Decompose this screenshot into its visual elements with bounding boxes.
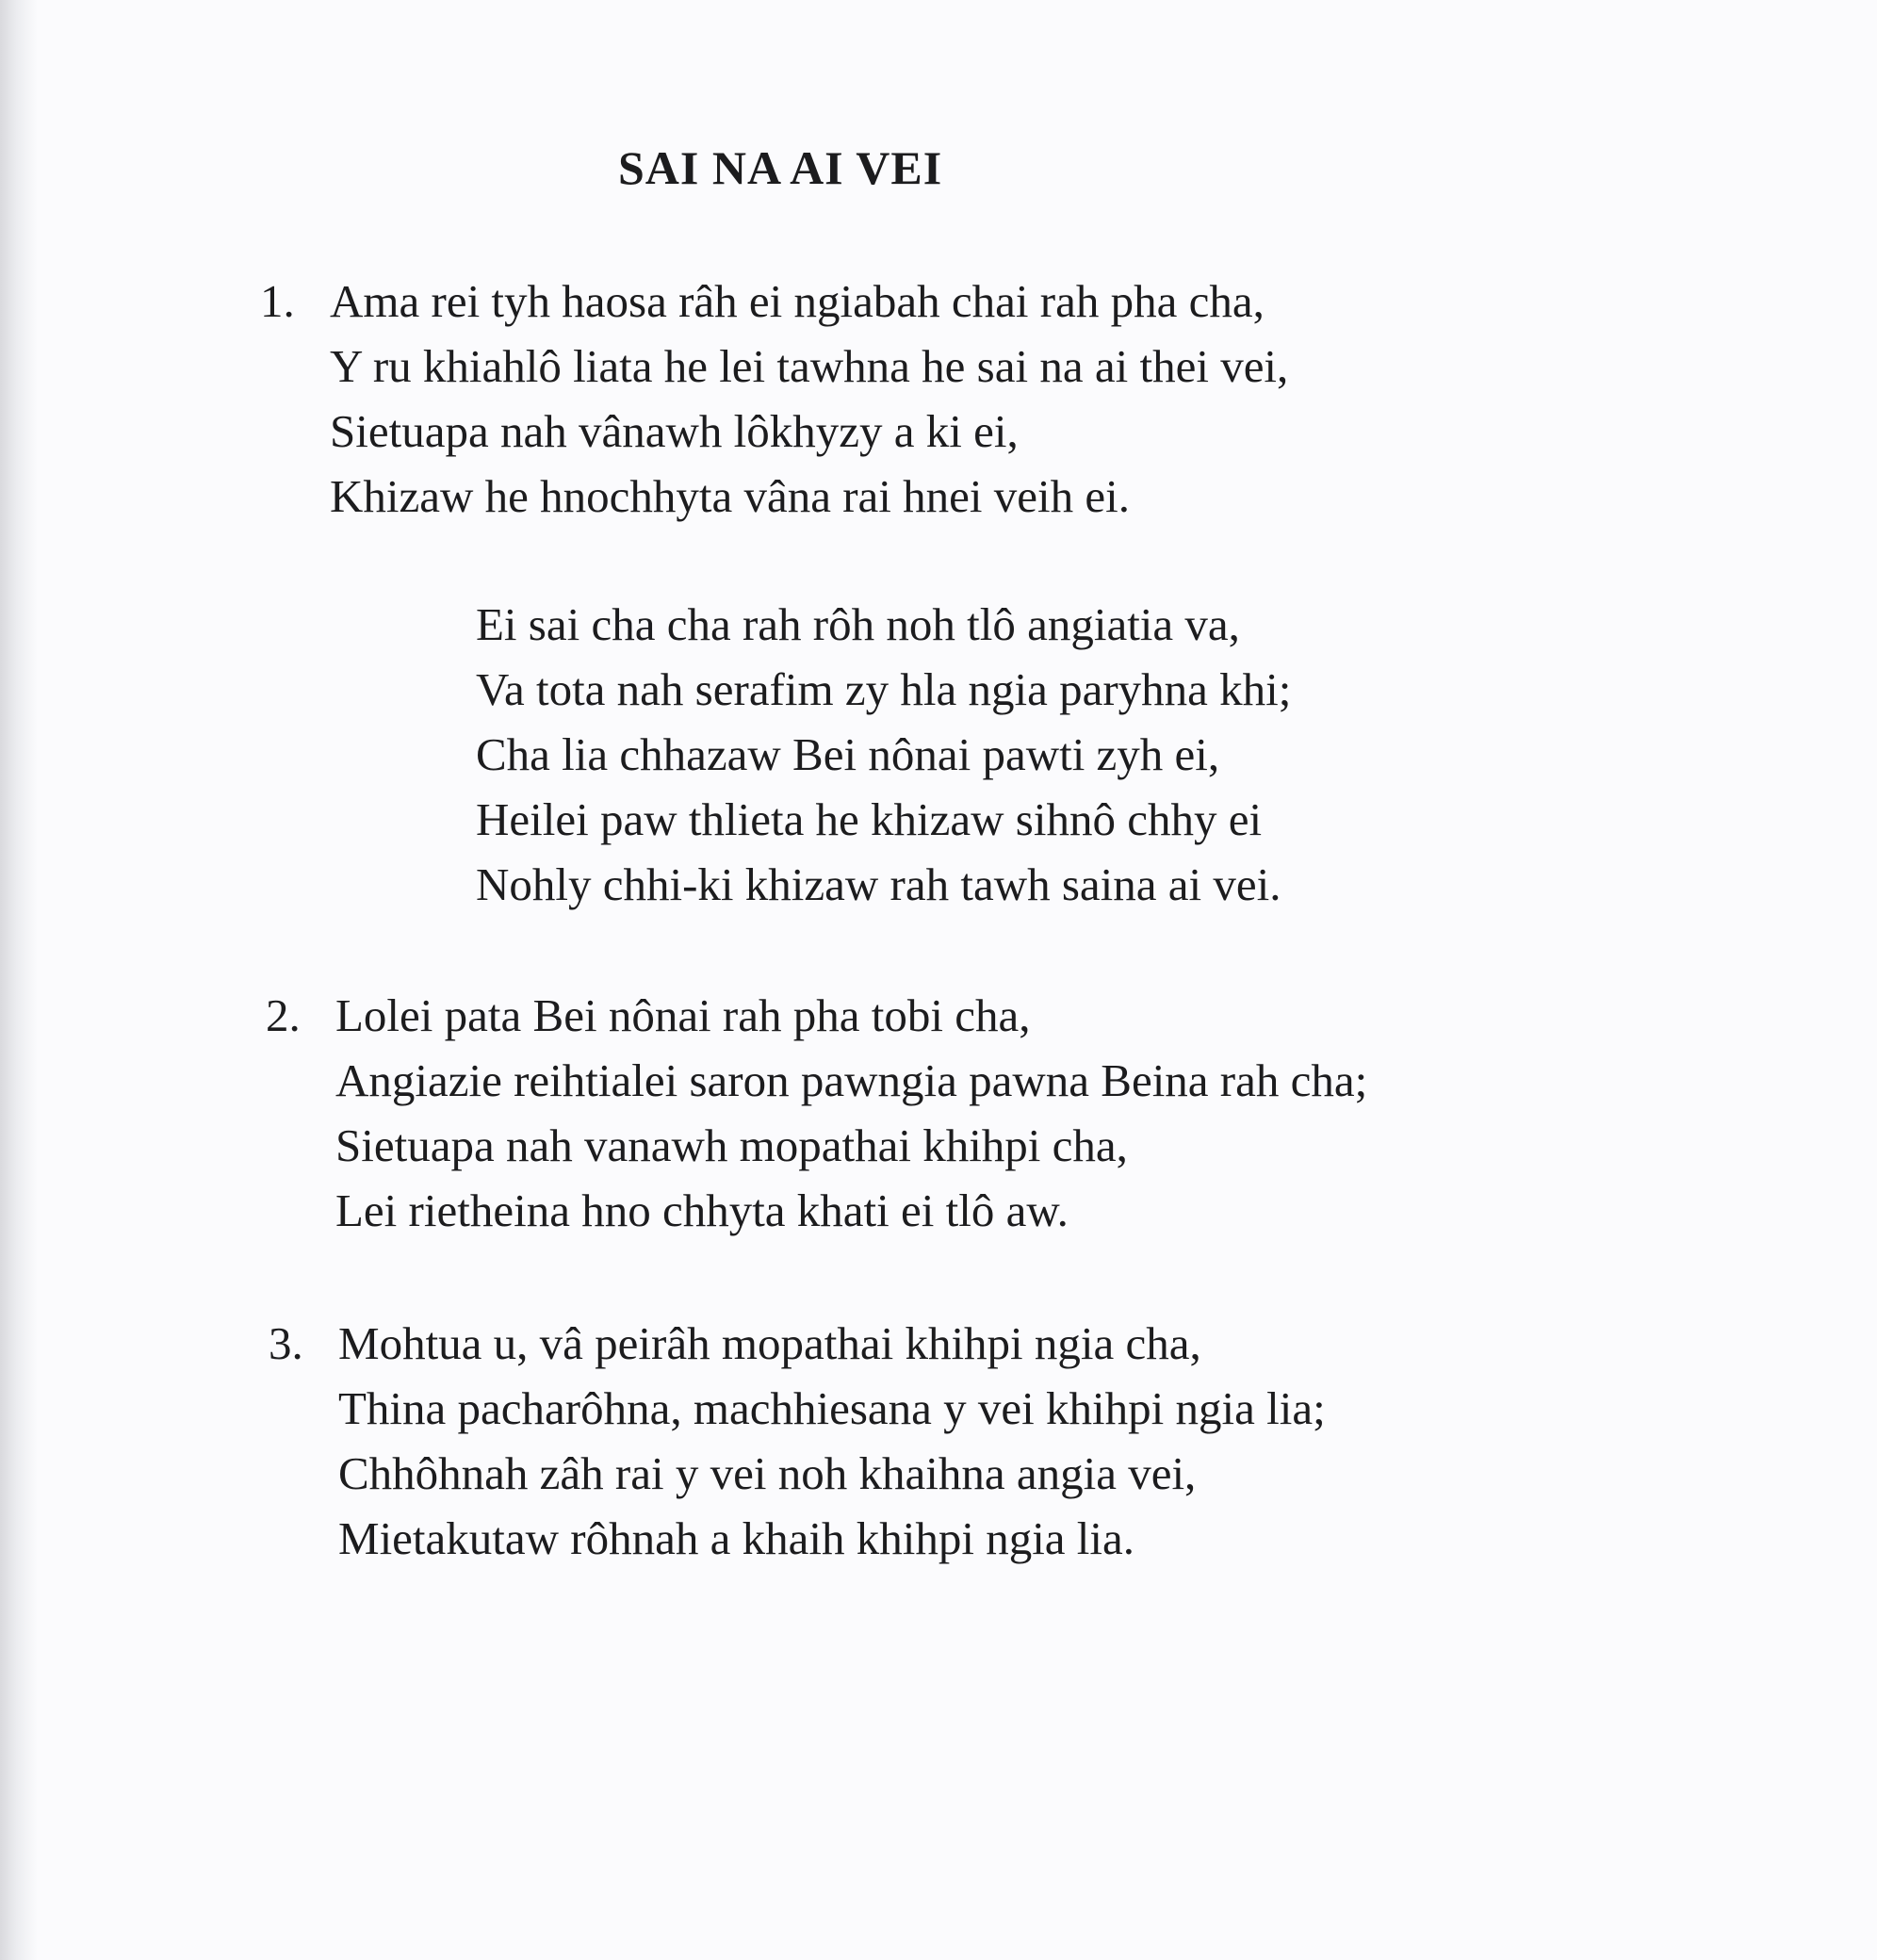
chorus-line: Nohly chhi-ki khizaw rah tawh saina ai vei. [476, 858, 1281, 910]
verse-line: Chhôhnah zâh rai y vei noh khaihna angia vei, [338, 1447, 1197, 1499]
verse-3 [269, 1311, 1326, 1571]
verse-line: Thina pacharôhna, machhiesana y vei khihpi ngia lia; [338, 1382, 1326, 1434]
verse-2 [266, 983, 1368, 1243]
verse-line: Sietuapa nah vanawh mopathai khihpi cha, [335, 1119, 1128, 1171]
verse-line: Ama rei tyh haosa râh ei ngiabah chai rah pha cha, [330, 275, 1265, 327]
verse-1 [260, 269, 1289, 529]
verse-line: Mohtua u, vâ peirâh mopathai khihpi ngia cha, [338, 1317, 1201, 1369]
verse-line: Sietuapa nah vânawh lôkhyzy a ki ei, [330, 405, 1019, 457]
chorus-line: Ei sai cha cha rah rôh noh tlô angiatia va, [476, 598, 1240, 650]
song-title: SAI NA AI VEI [618, 141, 943, 194]
chorus-line: Va tota nah serafim zy hla ngia paryhna khi; [476, 663, 1292, 715]
verse-line: Y ru khiahlô liata he lei tawhna he sai na ai thei vei, [330, 340, 1289, 392]
verse-number: 2. [266, 989, 301, 1041]
verse-number: 1. [260, 275, 295, 327]
chorus [476, 592, 1291, 917]
verse-line: Angiazie reihtialei saron pawngia pawna Beina rah cha; [335, 1054, 1368, 1106]
verse-line: Lei rietheina hno chhyta khati ei tlô aw. [335, 1184, 1069, 1236]
chorus-line: Heilei paw thlieta he khizaw sihnô chhy ei [476, 793, 1263, 845]
verse-line: Lolei pata Bei nônai rah pha tobi cha, [335, 989, 1031, 1041]
chorus-line: Cha lia chhazaw Bei nônai pawti zyh ei, [476, 728, 1220, 780]
verse-line: Khizaw he hnochhyta vâna rai hnei veih ei. [330, 470, 1131, 522]
verse-number: 3. [269, 1317, 303, 1369]
verse-line: Mietakutaw rôhnah a khaih khihpi ngia lia. [338, 1512, 1135, 1564]
page-edge-shadow [0, 0, 38, 1960]
